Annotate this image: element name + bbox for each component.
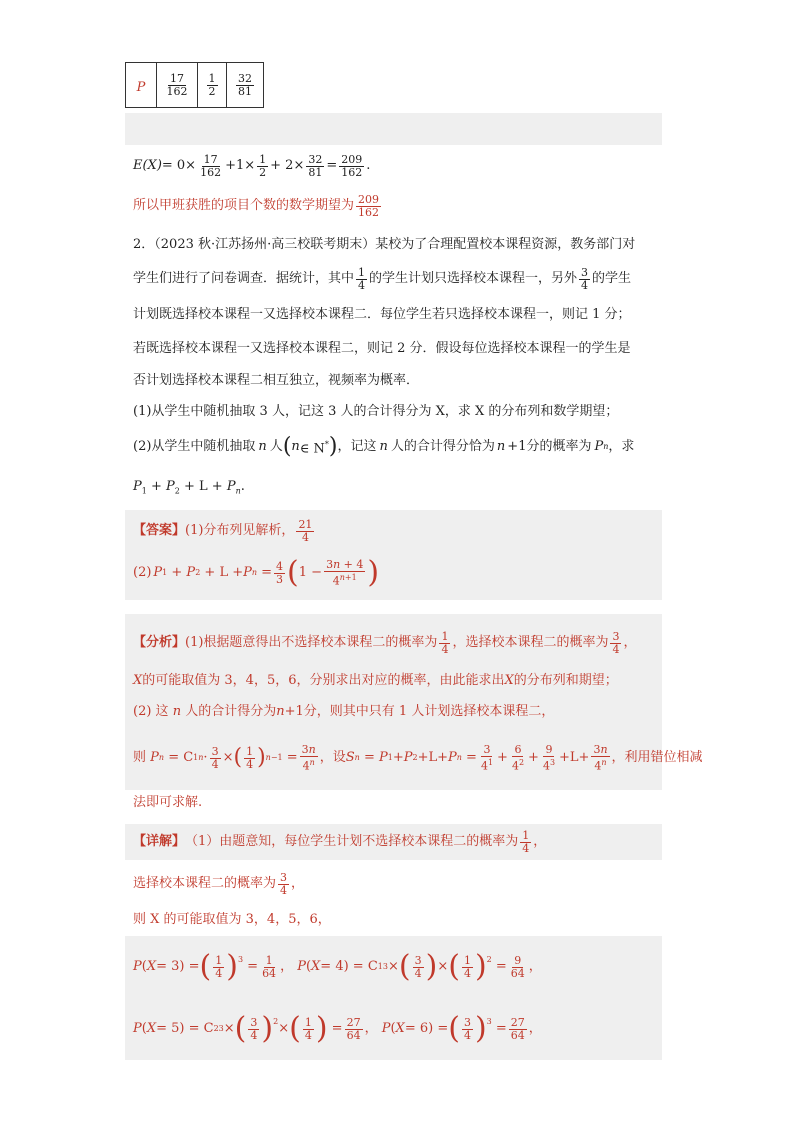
- frac-num: 1: [259, 152, 267, 166]
- text-span: 分的概率为: [526, 439, 592, 454]
- analysis-line-2: X的可能取值为 3，4，5，6，分别求出对应的概率，由此能求出X的分布列和期望；: [133, 673, 618, 688]
- cell-den: 2: [208, 84, 216, 98]
- detail-line-4: P ( X = 3) = ( $\frac{1}{4}$ ) $^3$ = $\frac{1}{64}$ ， P ( X = 4) = C 1 3 × ( $\frac{3}{4}$ ) × ( $\frac{1}{4}$ ) $^2$ = $\frac{9}{64}$ ，: [133, 949, 542, 984]
- text-span: (2) 这: [133, 704, 169, 719]
- text-span: 人的合计得分恰为: [390, 439, 495, 454]
- analysis-tag: 【分析】: [133, 635, 186, 650]
- analysis-line-4: 则 P n = C 1 n · $\frac{3}{4}$ × ( $\frac{1}{4}$ ) n−1 = $\frac{3n}{4^n}$ ，设 S n = P 1 + P 2 +L+ P n = $\frac{3}{4^1}$ + $\frac{6}{4^2}$ + $\frac{9}{4^3}$ +L+ $\frac{3n}{4^n}$ ，利用错位相减: [133, 742, 703, 773]
- answer-line-1: [133, 514, 316, 548]
- conclusion-text: 所以甲班获胜的项目个数的数学期望为: [133, 198, 355, 213]
- frac-den: 2: [259, 165, 267, 179]
- expr-part: =: [326, 158, 338, 173]
- text-span: 的分布列和期望；: [513, 673, 618, 688]
- frac-den: 162: [341, 165, 363, 179]
- frac-num: 17: [203, 152, 218, 166]
- frac-num: 1: [358, 265, 366, 279]
- frac-den: 4: [358, 278, 366, 292]
- text-span: 选择校本课程二的概率为: [133, 876, 277, 891]
- table-cell-3: [227, 63, 264, 108]
- distribution-table: [125, 62, 264, 108]
- var-n: n: [258, 439, 267, 454]
- frac-den: 4: [301, 530, 309, 544]
- var-P: P: [594, 439, 604, 454]
- text-span: （1）由题意知，每位学生计划不选择校本课程二的概率为: [185, 834, 519, 849]
- text-span: 的学生计划只选择校本课程一，另外: [369, 271, 578, 286]
- expr-part: .: [366, 158, 371, 173]
- cell-num: 17: [170, 71, 184, 85]
- problem-line-3: 计划既选择校本课程一又选择校本课程二．每位学生若只选择校本课程一，则记 1 分；: [133, 307, 631, 322]
- text-span: ，选择校本课程二的概率为: [452, 635, 609, 650]
- sub-n: n: [603, 442, 609, 451]
- frac-num: 3: [581, 265, 589, 279]
- math-plus: +1: [507, 439, 527, 454]
- text-span: (2)从学生中随机抽取: [133, 439, 256, 454]
- problem-line-4: 若既选择校本课程一又选择校本课程二，则记 2 分．假设每位选择校本课程一的学生是: [133, 341, 631, 356]
- var-n: n: [496, 439, 506, 454]
- detail-line-3: 则 X 的可能取值为 3，4，5，6，: [133, 912, 331, 927]
- problem-line-5: 否计划选择校本课程二相互独立，视频率为概率．: [133, 373, 420, 388]
- text-span: 的可能取值为 3，4，5，6，分别求出对应的概率，由此能求出: [142, 673, 505, 688]
- table-label: P: [136, 79, 146, 95]
- text-span: ，求: [608, 439, 635, 454]
- frac-num: 32: [308, 152, 323, 166]
- expectation-line: [133, 150, 370, 182]
- cell-num: 1: [208, 71, 216, 85]
- text-span: ，记这: [337, 439, 377, 454]
- expr-part: +1×: [225, 158, 256, 173]
- answer-tag: 【答案】: [133, 523, 186, 538]
- frac-num: 209: [358, 192, 380, 206]
- paren: ): [328, 434, 338, 459]
- frac-den: 4: [581, 278, 589, 292]
- text-span: 分，则其中只有 1 人计划选择校本课程二，: [303, 704, 555, 719]
- shaded-band-1: [125, 113, 662, 145]
- answer-line-2: (2) P 1 + P 2 + L + P n = $\frac{4}{3}$ ( 1 − $\frac{3n + 4}{4^{n+1}}$ ): [133, 555, 380, 590]
- frac-num: 209: [341, 152, 363, 166]
- text-span: .: [240, 479, 245, 494]
- table-cell-1: [157, 63, 198, 108]
- var-n: n: [291, 439, 300, 454]
- expr-part: + 2×: [270, 158, 305, 173]
- detail-line-5: P ( X = 5) = C 2 3 × ( $\frac{3}{4}$ ) $^2$ × ( $\frac{1}{4}$ ) = $\frac{27}{64}$ ， P ( X = 6) = ( $\frac{3}{4}$ ) $^3$ = $\frac{27}{64}$ ，: [133, 1011, 542, 1046]
- detail-line-1: 【详解】 （1）由题意知，每位学生计划不选择校本课程二的概率为 $\frac{1}{4}$ ，: [133, 828, 547, 855]
- text-span: 学生们进行了问卷调查．据统计，其中: [133, 271, 355, 286]
- distribution-table-wrap: [125, 62, 264, 108]
- var-n: n: [379, 439, 388, 454]
- analysis-line-3: (2) 这 n 人的合计得分为n+1分，则其中只有 1 人计划选择校本课程二，: [133, 704, 555, 719]
- cell-num: 32: [238, 71, 252, 85]
- text-span: (1)根据题意得出不选择校本课程二的概率为: [185, 635, 438, 650]
- frac-num: 21: [298, 517, 313, 531]
- analysis-line-1: 【分析】 (1)根据题意得出不选择校本课程二的概率为 $\frac{1}{4}$ ，选择校本课程二的概率为 $\frac{3}{4}$ ，: [133, 629, 637, 656]
- text-span: 则: [133, 750, 147, 765]
- question-1: (1)从学生中随机抽取 3 人，记这 3 人的合计得分为 X，求 X 的分布列和数学期望；: [133, 404, 619, 419]
- text-span: ，利用错位相减: [611, 750, 703, 765]
- text-span: ，设: [319, 750, 346, 765]
- frac-den: 162: [358, 205, 380, 219]
- cell-den: 162: [166, 84, 188, 98]
- problem-line-2: [133, 262, 631, 296]
- expectation-lhs: E(X): [133, 158, 162, 173]
- paren: (: [282, 434, 292, 459]
- detail-line-2: 选择校本课程二的概率为 $\frac{3}{4}$ ，: [133, 870, 305, 897]
- frac-den: 162: [200, 165, 222, 179]
- conclusion-line: [133, 190, 383, 222]
- analysis-line-5: 法即可求解.: [133, 795, 203, 810]
- question-2-sum: $P_1 + P_2 + L + P_n$.: [133, 479, 245, 496]
- frac-den: 81: [308, 165, 323, 179]
- text-span: ，: [623, 635, 637, 650]
- text-span: 人的合计得分为: [185, 704, 277, 719]
- question-2: [133, 432, 634, 462]
- table-cell-2: [198, 63, 227, 108]
- cell-den: 81: [238, 84, 252, 98]
- answer-1-text: (1)分布列见解析，: [185, 523, 295, 538]
- answer-2-label: (2): [133, 565, 152, 580]
- problem-line-1: 2．（2023 秋·江苏扬州·高三校联考期末）某校为了合理配置校本课程资源，教务部门对: [133, 237, 636, 252]
- detail-tag: 【详解】: [133, 834, 186, 849]
- table-label-cell: [126, 63, 157, 108]
- expr-part: = 0×: [161, 158, 197, 173]
- text-span: 的学生: [592, 271, 632, 286]
- text-span: 人: [269, 439, 283, 454]
- math-in: ∈ N*: [299, 439, 329, 457]
